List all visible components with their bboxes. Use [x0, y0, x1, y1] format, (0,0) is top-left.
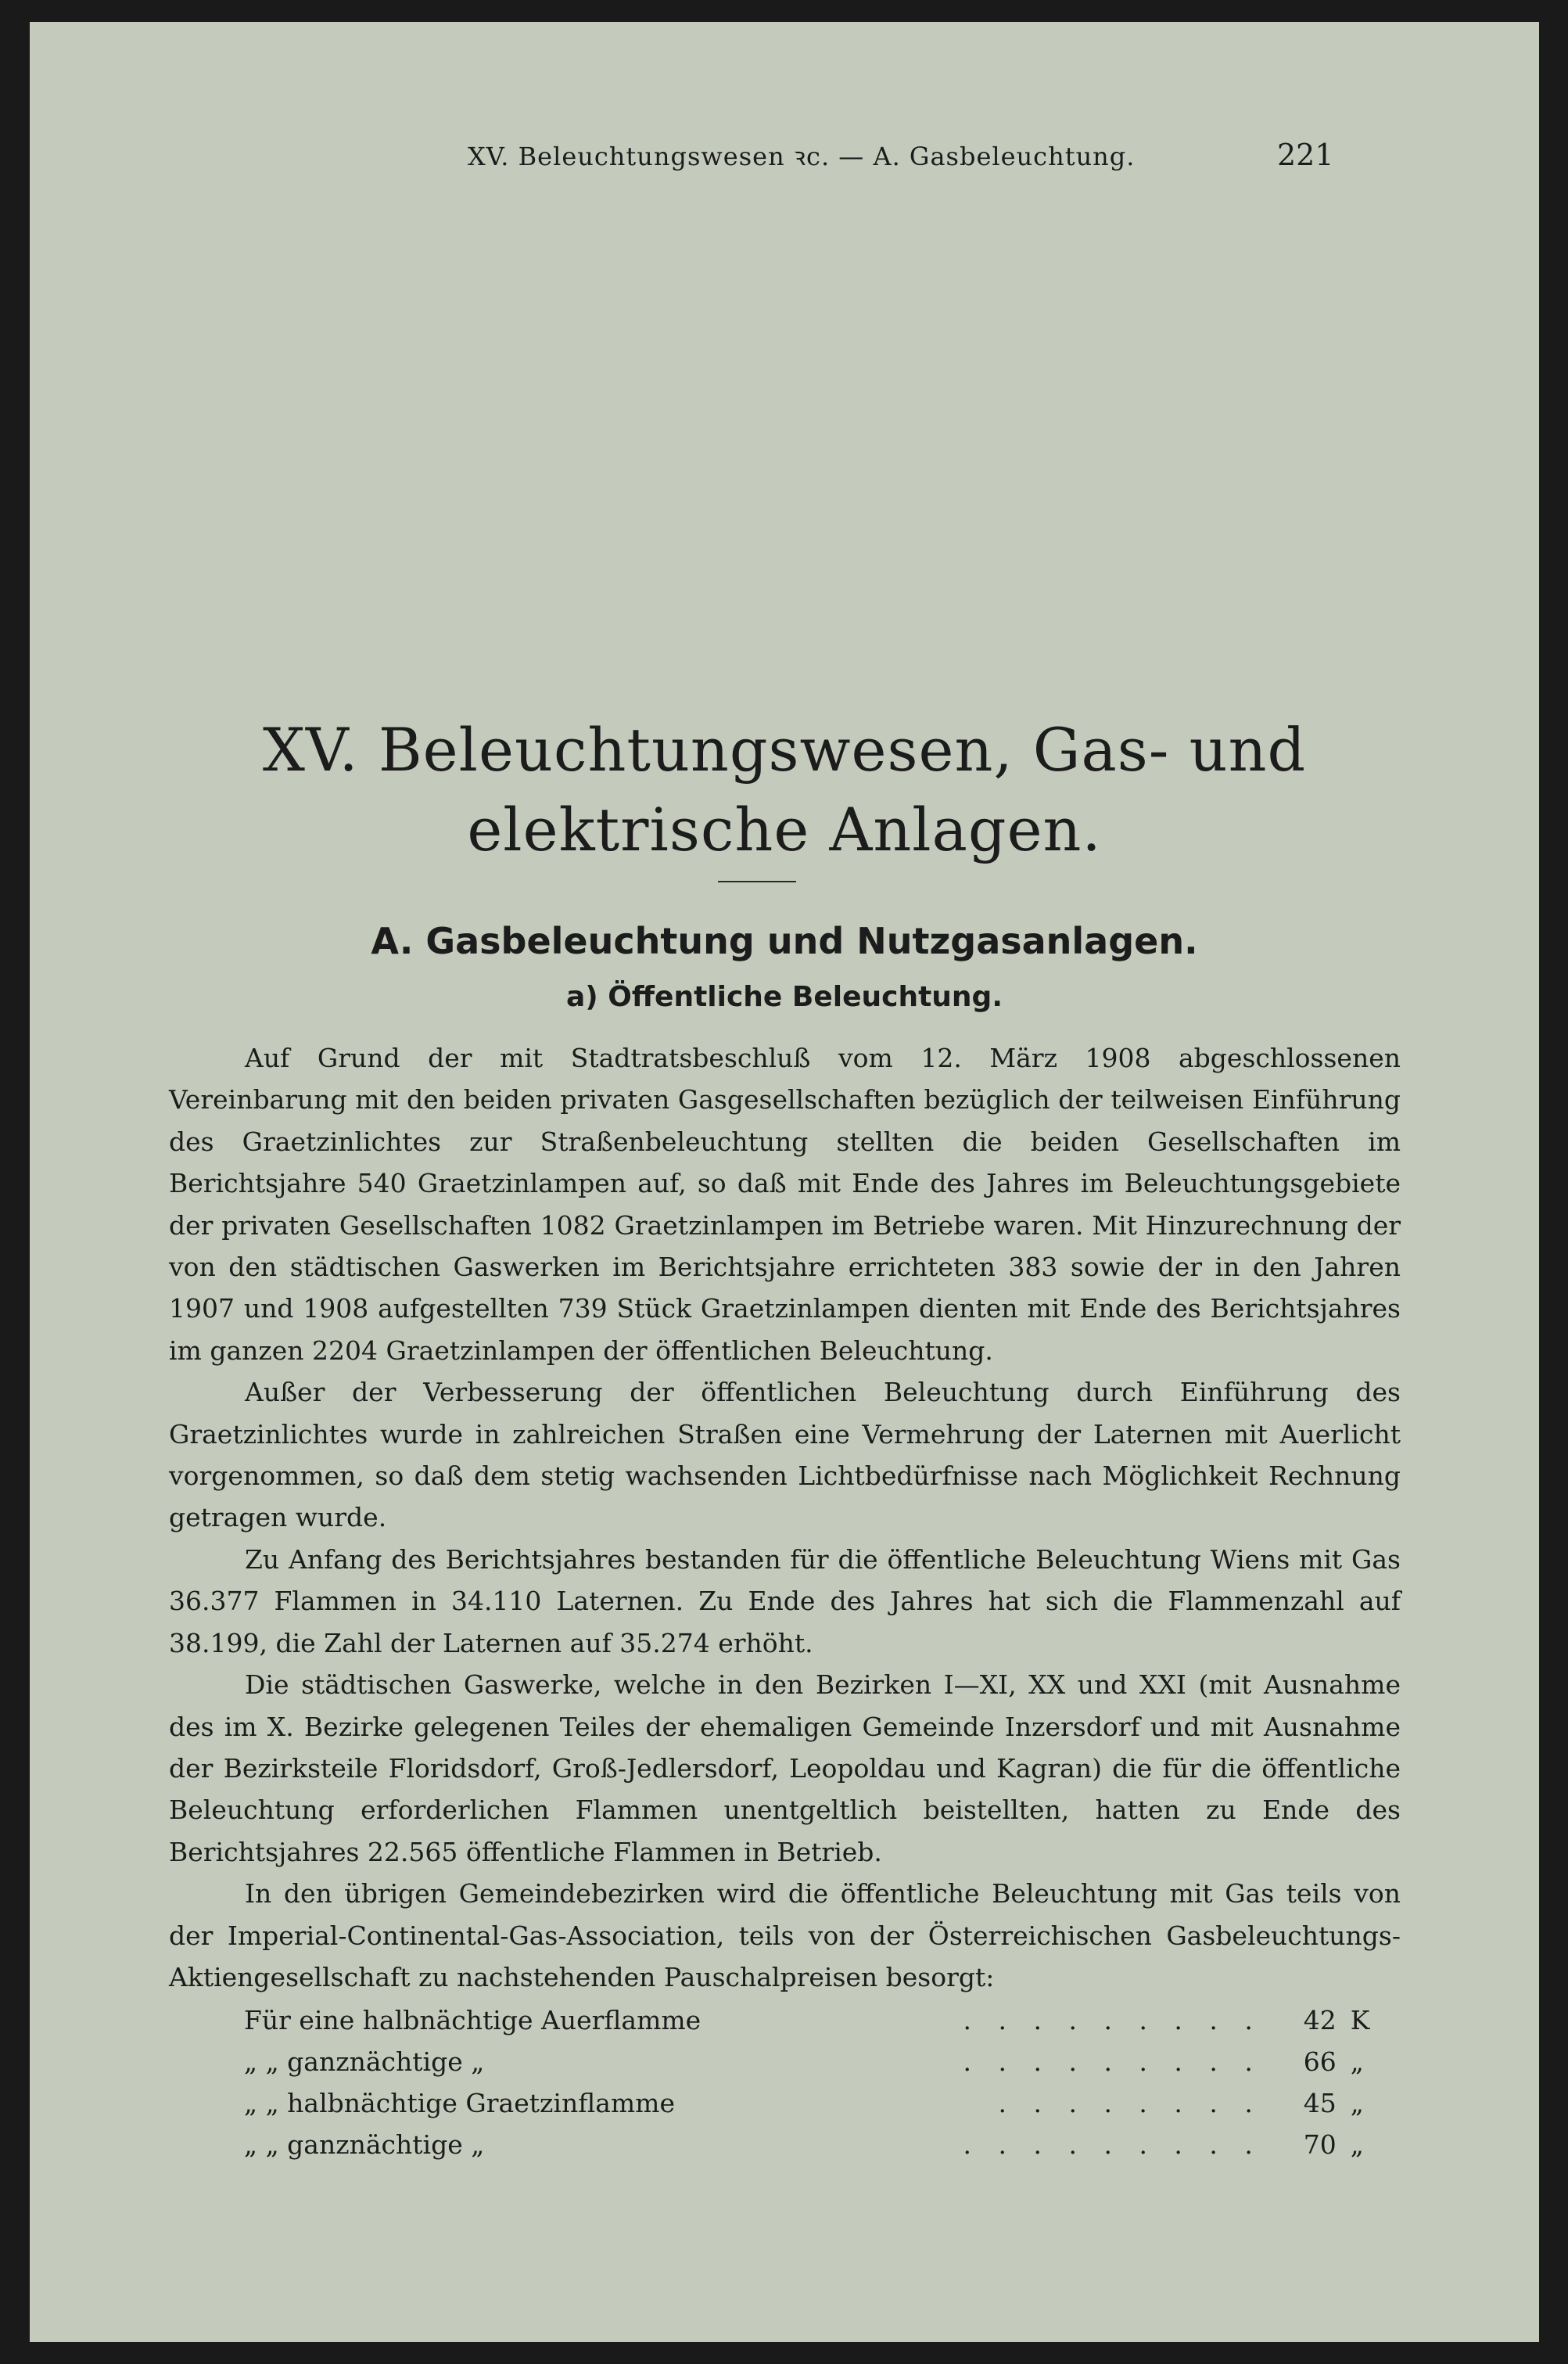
price-unit: „ [1350, 2088, 1364, 2119]
chapter-title: XV. Beleuchtungswesen, Gas- und elektrische Anlagen. [262, 715, 1307, 864]
paragraph: Auf Grund der mit Stadtratsbeschluß vom 12. März 1908 abgeschlossenen Vereinbarung mit den beiden privaten Gasgesellschaften bezüglich der teilweisen Einführung des Graetzinlichtes zur Straßenbeleuchtung stellten die beiden Gesellschaften im Berichtsjahre 540 Graetzinlampen auf, so daß mit Ende des Jahres im Beleuchtungsgebiete der privaten Gesellschaften 1082 Graetzinlampen im Betriebe waren. Mit Hinzurechnung der von den städtischen Gaswerken im Berichtsjahre errichteten 383 sowie der in den Jahren 1907 und 1908 aufgestellten 739 Stück Graetzinlampen dienten mit Ende des Berichtsjahres im ganzen 2204 Graetzinlampen der öffentlichen Beleuchtung. [169, 1043, 1401, 1366]
leader-dots: . . . . . . . . . [963, 2046, 1262, 2078]
price-unit: „ [1350, 2129, 1364, 2161]
leader-dots: . . . . . . . . . [963, 2129, 1262, 2161]
title-divider [718, 881, 796, 882]
price-row [169, 1999, 1401, 2041]
paragraph: Die städtischen Gaswerke, welche in den Bezirken I—XI, XX und XXI (mit Ausnahme des im X. Bezirke gelegenen Teiles der ehemaligen Gemeinde Inzersdorf und mit Ausnahme der Bezirksteile Floridsdorf, Groß-Jedlersdorf, Leopoldau und Kagran) die für die öffentliche Beleuchtung erforderlichen Flammen unentgeltlich beistellten, hatten zu Ende des Berichtsjahres 22.565 öffentliche Flammen in Betrieb. [169, 1669, 1401, 1867]
body-text [169, 1037, 1401, 2165]
running-head: XV. Beleuchtungswesen ꝛc. — A. Gasbeleuchtung. [468, 142, 1136, 171]
price-table [169, 1999, 1401, 2165]
price-label: „ „ halbnächtige Graetzinflamme [244, 2088, 675, 2119]
section-title: A. Gasbeleuchtung und Nutzgasanlagen. [371, 920, 1198, 962]
paragraph: In den übrigen Gemeindebezirken wird die öffentliche Beleuchtung mit Gas teils von der Imperial-Continental-Gas-Association, teils von der Österreichischen Gasbeleuchtungs-Aktiengesellschaft zu nachstehenden Pauschalpreisen besorgt: [169, 1878, 1401, 1992]
price-value: 42 [1303, 2005, 1337, 2036]
price-row [169, 2082, 1401, 2124]
price-label: Für eine halbnächtige Auerflamme [244, 2005, 701, 2036]
price-unit: „ [1350, 2046, 1364, 2078]
price-label: „ „ ganznächtige „ [244, 2046, 485, 2078]
price-value: 70 [1303, 2129, 1337, 2161]
price-value: 45 [1303, 2088, 1337, 2119]
price-label: „ „ ganznächtige „ [244, 2129, 485, 2161]
leader-dots: . . . . . . . . . [963, 2005, 1262, 2036]
page-number: 221 [1277, 138, 1334, 172]
price-value: 66 [1303, 2046, 1337, 2078]
paragraph: Zu Anfang des Berichtsjahres bestanden für die öffentliche Beleuchtung Wiens mit Gas 36.377 Flammen in 34.110 Laternen. Zu Ende des Jahres hat sich die Flammenzahl auf 38.199, die Zahl der Laternen auf 35.274 erhöht. [169, 1543, 1401, 1658]
price-row [169, 2041, 1401, 2082]
price-row [169, 2124, 1401, 2165]
page [30, 22, 1539, 2342]
price-unit: K [1350, 2005, 1370, 2036]
paragraph: Außer der Verbesserung der öffentlichen Beleuchtung durch Einführung des Graetzinlichtes wurde in zahlreichen Straßen eine Vermehrung der Laternen mit Auerlicht vorgenommen, so daß dem stetig wachsenden Lichtbedürfnisse nach Möglichkeit Rechnung getragen wurde. [169, 1377, 1401, 1533]
leader-dots: . . . . . . . . [998, 2088, 1262, 2119]
subsection-title: a) Öffentliche Beleuchtung. [565, 981, 1003, 1013]
